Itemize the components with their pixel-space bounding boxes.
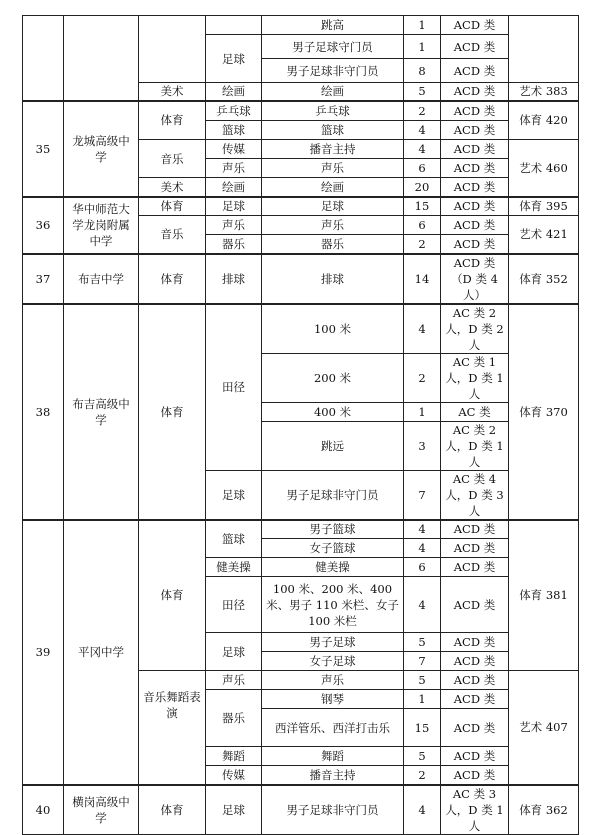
quota: 15 — [404, 197, 441, 216]
type: ACD 类 — [441, 709, 509, 747]
category: 美术 — [139, 178, 206, 197]
school-no: 40 — [23, 785, 64, 835]
type: AC 类 2 人，D 类 1 人 — [441, 421, 509, 470]
sub-category: 声乐 — [206, 671, 262, 690]
item: 男子足球 — [262, 633, 404, 652]
sub-category: 乒乓球 — [206, 101, 262, 121]
sub-category: 田径 — [206, 304, 262, 471]
school-no: 35 — [23, 101, 64, 197]
quota: 7 — [404, 470, 441, 520]
sub-category: 舞蹈 — [206, 747, 262, 766]
quota: 1 — [404, 16, 441, 35]
quota: 2 — [404, 766, 441, 785]
type: ACD 类 — [441, 671, 509, 690]
item: 跳远 — [262, 421, 404, 470]
table-row — [23, 101, 579, 121]
type: AC 类 — [441, 402, 509, 421]
sub-category: 传媒 — [206, 140, 262, 159]
type: ACD 类 — [441, 159, 509, 178]
admission-table — [22, 15, 579, 835]
table-row — [23, 254, 579, 304]
quota: 2 — [404, 101, 441, 121]
item: 排球 — [262, 254, 404, 304]
type: ACD 类 — [441, 216, 509, 235]
quota: 5 — [404, 83, 441, 101]
item: 跳高 — [262, 16, 404, 35]
quota: 1 — [404, 402, 441, 421]
sub-category: 声乐 — [206, 216, 262, 235]
sub-category: 声乐 — [206, 159, 262, 178]
quota: 6 — [404, 558, 441, 577]
quota: 6 — [404, 216, 441, 235]
item: 西洋管乐、西洋打击乐 — [262, 709, 404, 747]
table-row — [23, 197, 579, 216]
item: 女子足球 — [262, 652, 404, 671]
score: 体育 370 — [509, 304, 579, 520]
item: 200 米 — [262, 353, 404, 402]
item: 舞蹈 — [262, 747, 404, 766]
category: 体育 — [139, 101, 206, 140]
score: 体育 381 — [509, 520, 579, 671]
category — [139, 16, 206, 83]
sub-category: 足球 — [206, 470, 262, 520]
item: 乒乓球 — [262, 101, 404, 121]
item: 100 米 — [262, 304, 404, 354]
quota: 4 — [404, 539, 441, 558]
sub-category: 田径 — [206, 577, 262, 633]
item: 100 米、200 米、400 米、男子 110 米栏、女子 100 米栏 — [262, 577, 404, 633]
quota: 8 — [404, 59, 441, 83]
item: 播音主持 — [262, 766, 404, 785]
item: 钢琴 — [262, 690, 404, 709]
sub-category — [206, 16, 262, 35]
type: ACD 类 — [441, 197, 509, 216]
type: ACD 类 — [441, 577, 509, 633]
sub-category: 绘画 — [206, 178, 262, 197]
item: 绘画 — [262, 83, 404, 101]
type: ACD 类 — [441, 652, 509, 671]
item: 声乐 — [262, 159, 404, 178]
table-row — [23, 785, 579, 835]
item: 声乐 — [262, 216, 404, 235]
type: ACD 类 — [441, 235, 509, 254]
quota: 4 — [404, 577, 441, 633]
school-no — [23, 16, 64, 101]
category: 音乐舞蹈表演 — [139, 671, 206, 785]
type: ACD 类 — [441, 16, 509, 35]
quota: 1 — [404, 35, 441, 59]
sub-category: 器乐 — [206, 235, 262, 254]
quota: 3 — [404, 421, 441, 470]
type: ACD 类 — [441, 633, 509, 652]
sub-category: 健美操 — [206, 558, 262, 577]
sub-category: 足球 — [206, 35, 262, 83]
quota: 20 — [404, 178, 441, 197]
item: 绘画 — [262, 178, 404, 197]
quota: 4 — [404, 785, 441, 835]
item: 篮球 — [262, 121, 404, 140]
type: ACD 类 — [441, 83, 509, 101]
quota: 15 — [404, 709, 441, 747]
category: 体育 — [139, 197, 206, 216]
sub-category: 足球 — [206, 633, 262, 671]
sub-category: 篮球 — [206, 121, 262, 140]
type: AC 类 3 人，D 类 1 人 — [441, 785, 509, 835]
score: 艺术 460 — [509, 140, 579, 197]
sub-category: 绘画 — [206, 83, 262, 101]
type: AC 类 4 人，D 类 3 人 — [441, 470, 509, 520]
item: 男子篮球 — [262, 520, 404, 539]
item: 男子足球守门员 — [262, 35, 404, 59]
sub-category: 器乐 — [206, 690, 262, 747]
type: ACD 类 — [441, 539, 509, 558]
sub-category: 足球 — [206, 197, 262, 216]
sub-category: 足球 — [206, 785, 262, 835]
quota: 2 — [404, 235, 441, 254]
school-no: 39 — [23, 520, 64, 785]
quota: 2 — [404, 353, 441, 402]
category: 音乐 — [139, 140, 206, 178]
school-no: 36 — [23, 197, 64, 254]
table-row — [23, 520, 579, 539]
school-no: 38 — [23, 304, 64, 520]
type: ACD 类（D 类 4 人） — [441, 254, 509, 304]
score — [509, 16, 579, 83]
category: 体育 — [139, 304, 206, 520]
item: 男子足球非守门员 — [262, 470, 404, 520]
quota: 4 — [404, 140, 441, 159]
score: 艺术 421 — [509, 216, 579, 254]
score: 体育 395 — [509, 197, 579, 216]
sub-category: 排球 — [206, 254, 262, 304]
item: 女子篮球 — [262, 539, 404, 558]
type: ACD 类 — [441, 558, 509, 577]
sub-category: 篮球 — [206, 520, 262, 558]
school-name: 横岗高级中学 — [64, 785, 139, 835]
sub-category: 传媒 — [206, 766, 262, 785]
category: 音乐 — [139, 216, 206, 254]
type: ACD 类 — [441, 690, 509, 709]
category: 体育 — [139, 785, 206, 835]
type: ACD 类 — [441, 178, 509, 197]
category: 体育 — [139, 254, 206, 304]
school-name: 龙城高级中学 — [64, 101, 139, 197]
quota: 4 — [404, 520, 441, 539]
quota: 5 — [404, 633, 441, 652]
type: ACD 类 — [441, 140, 509, 159]
item: 足球 — [262, 197, 404, 216]
quota: 5 — [404, 747, 441, 766]
quota: 1 — [404, 690, 441, 709]
score: 体育 362 — [509, 785, 579, 835]
item: 男子足球非守门员 — [262, 785, 404, 835]
school-name: 华中师范大学龙岗附属中学 — [64, 197, 139, 254]
type: ACD 类 — [441, 766, 509, 785]
score: 艺术 407 — [509, 671, 579, 785]
quota: 14 — [404, 254, 441, 304]
school-name: 布吉高级中学 — [64, 304, 139, 520]
score: 体育 352 — [509, 254, 579, 304]
item: 400 米 — [262, 402, 404, 421]
quota: 6 — [404, 159, 441, 178]
quota: 5 — [404, 671, 441, 690]
item: 男子足球非守门员 — [262, 59, 404, 83]
score: 体育 420 — [509, 101, 579, 140]
item: 播音主持 — [262, 140, 404, 159]
type: AC 类 1 人，D 类 1 人 — [441, 353, 509, 402]
table-row — [23, 16, 579, 35]
type: AC 类 2 人，D 类 2 人 — [441, 304, 509, 354]
score: 艺术 383 — [509, 83, 579, 101]
quota: 4 — [404, 304, 441, 354]
school-no: 37 — [23, 254, 64, 304]
quota: 4 — [404, 121, 441, 140]
type: ACD 类 — [441, 747, 509, 766]
school-name — [64, 16, 139, 101]
category: 美术 — [139, 83, 206, 101]
item: 健美操 — [262, 558, 404, 577]
table-row — [23, 304, 579, 354]
quota: 7 — [404, 652, 441, 671]
type: ACD 类 — [441, 59, 509, 83]
category: 体育 — [139, 520, 206, 671]
type: ACD 类 — [441, 101, 509, 121]
item: 声乐 — [262, 671, 404, 690]
type: ACD 类 — [441, 520, 509, 539]
type: ACD 类 — [441, 121, 509, 140]
item: 器乐 — [262, 235, 404, 254]
school-name: 平冈中学 — [64, 520, 139, 785]
type: ACD 类 — [441, 35, 509, 59]
school-name: 布吉中学 — [64, 254, 139, 304]
